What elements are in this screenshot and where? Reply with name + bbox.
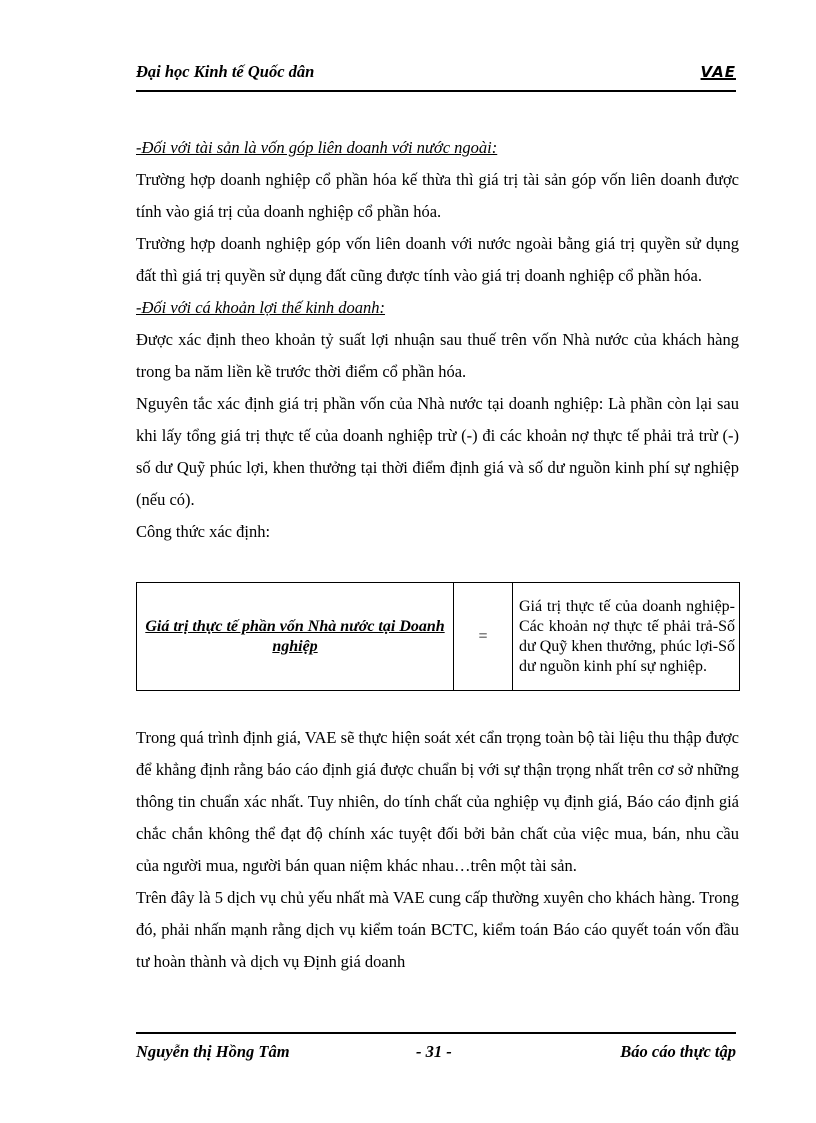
footer-page-number: - 31 -: [416, 1042, 452, 1061]
heading-business-advantage: -Đối với cá khoản lợi thế kinh doanh:: [136, 298, 386, 317]
footer-author: Nguyễn thị Hồng Tâm: [136, 1042, 290, 1061]
paragraph-main-services: Trên đây là 5 dịch vụ chủ yếu nhất mà VAE cung cấp thường xuyên cho khách hàng. Trong đó, phải nhấn mạnh rằng dịch vụ kiểm toán BCTC, kiểm toán Báo cáo quyết toán vốn đầu tư hoàn thành và dịch vụ Định giá doanh: [136, 888, 739, 971]
formula-equals-sign: =: [454, 583, 513, 691]
header-title: Đại học Kinh tế Quốc dân: [136, 62, 315, 81]
vae-logo: VAE: [700, 63, 736, 81]
header-rule: [136, 90, 736, 92]
footer-rule: [136, 1032, 736, 1034]
formula-table: [136, 582, 740, 691]
page-footer: [136, 1032, 736, 1072]
body-text-upper: [136, 132, 739, 548]
footer-doc-type: Báo cáo thực tập: [620, 1042, 736, 1061]
formula-left-term: Giá trị thực tế phần vốn Nhà nước tại Doanh nghiệp: [137, 583, 454, 691]
heading-joint-venture-assets: -Đối với tài sản là vốn góp liên doanh với nước ngoài:: [136, 138, 498, 157]
paragraph-valuation-review: Trong quá trình định giá, VAE sẽ thực hiện soát xét cẩn trọng toàn bộ tài liệu thu thập được để khẳng định rằng báo cáo định giá được chuẩn bị với sự thận trọng nhất trên cơ sở những thông tin chuẩn xác nhất. Tuy nhiên, do tính chất của nghiệp vụ định giá, Báo cáo định giá chắc chắn không thể đạt độ chính xác tuyệt đối bởi bản chất của việc mua, bán, nhu cầu của người mua, người bán quan niệm khác nhau…trên một tài sản.: [136, 728, 739, 875]
page-header: [136, 62, 736, 86]
formula-intro: Công thức xác định:: [136, 522, 271, 541]
paragraph-state-capital-principle: Nguyên tắc xác định giá trị phần vốn của Nhà nước tại doanh nghiệp: Là phần còn lại sau khi lấy tổng giá trị thực tế của doanh nghiệp trừ (-) đi các khoản nợ thực tế phải trả trừ (-) số dư Quỹ phúc lợi, khen thưởng tại thời điểm định giá và số dư nguồn kinh phí sự nghiệp (nếu có).: [136, 394, 739, 509]
formula-row: [137, 583, 740, 691]
paragraph-joint-venture-2: Trường hợp doanh nghiệp góp vốn liên doanh với nước ngoài bằng giá trị quyền sử dụng đất thì giá trị quyền sử dụng đất cũng được tính vào giá trị doanh nghiệp cổ phần hóa.: [136, 234, 739, 285]
body-text-lower: [136, 722, 739, 978]
paragraph-joint-venture-1: Trường hợp doanh nghiệp cổ phần hóa kế thừa thì giá trị tài sản góp vốn liên doanh được tính vào giá trị của doanh nghiệp cổ phần hóa.: [136, 170, 739, 221]
paragraph-business-advantage: Được xác định theo khoản tỷ suất lợi nhuận sau thuế trên vốn Nhà nước của khách hàng trong ba năm liền kề trước thời điểm cổ phần hóa.: [136, 330, 739, 381]
formula-right-term: Giá trị thực tế của doanh nghiệp-Các khoản nợ thực tế phải trả-Số dư Quỹ khen thưởng, phúc lợi-Số dư nguồn kinh phí sự nghiệp.: [513, 583, 740, 691]
